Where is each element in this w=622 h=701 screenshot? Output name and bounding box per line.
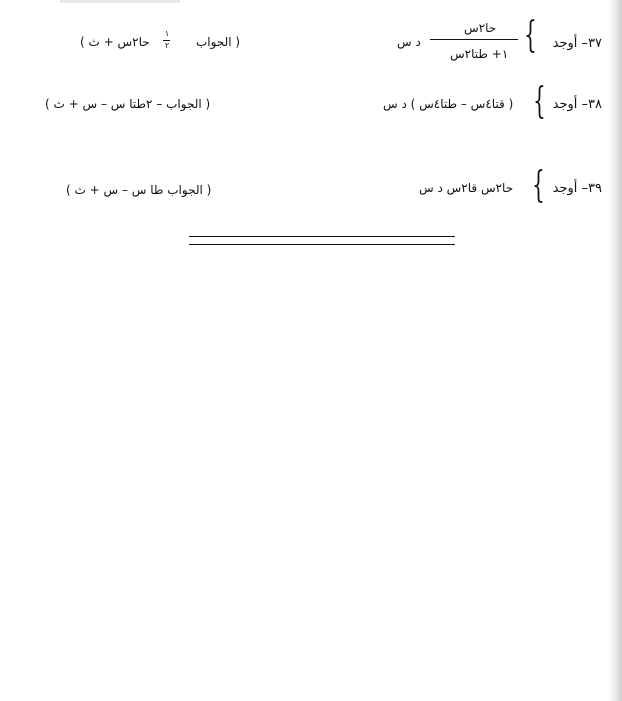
q37-integral-brace: { [524,15,537,56]
q37-answer-prefix: ( الجواب [196,35,241,49]
q39-integrand: حا٢س قا٢س د س [419,181,514,195]
q38-answer: ( الجواب – ٢طتا س – س + ث ) [45,97,211,111]
q37-numerator: حا٢س [464,21,497,35]
q39-integral-brace: { [532,165,545,206]
q39-answer: ( الجواب طا س – س + ث ) [66,183,212,197]
scan-shadow-right [608,0,622,701]
scan-shadow-top [60,0,180,3]
q38-integrand: ( قتا٤س – طتا٤س ) د س [383,97,514,111]
q38-label: ٣٨– أوجد [552,97,602,112]
q37-answer-frac-den: ٢ [164,41,170,50]
q39-label: ٣٩– أوجد [552,181,602,196]
q37-label: ٣٧– أوجد [552,36,602,51]
separator-rule-bottom [189,244,455,245]
q37-fraction-bar [430,39,518,40]
q37-dx: د س [397,35,421,49]
q37-denominator: ١+ طتا٢س [450,47,509,61]
q38-integral-brace: { [533,81,546,122]
q37-answer-rest: حا٢س + ث ) [80,35,150,49]
q37-answer-frac-num: ١ [164,29,170,38]
separator-rule-top [189,236,455,237]
